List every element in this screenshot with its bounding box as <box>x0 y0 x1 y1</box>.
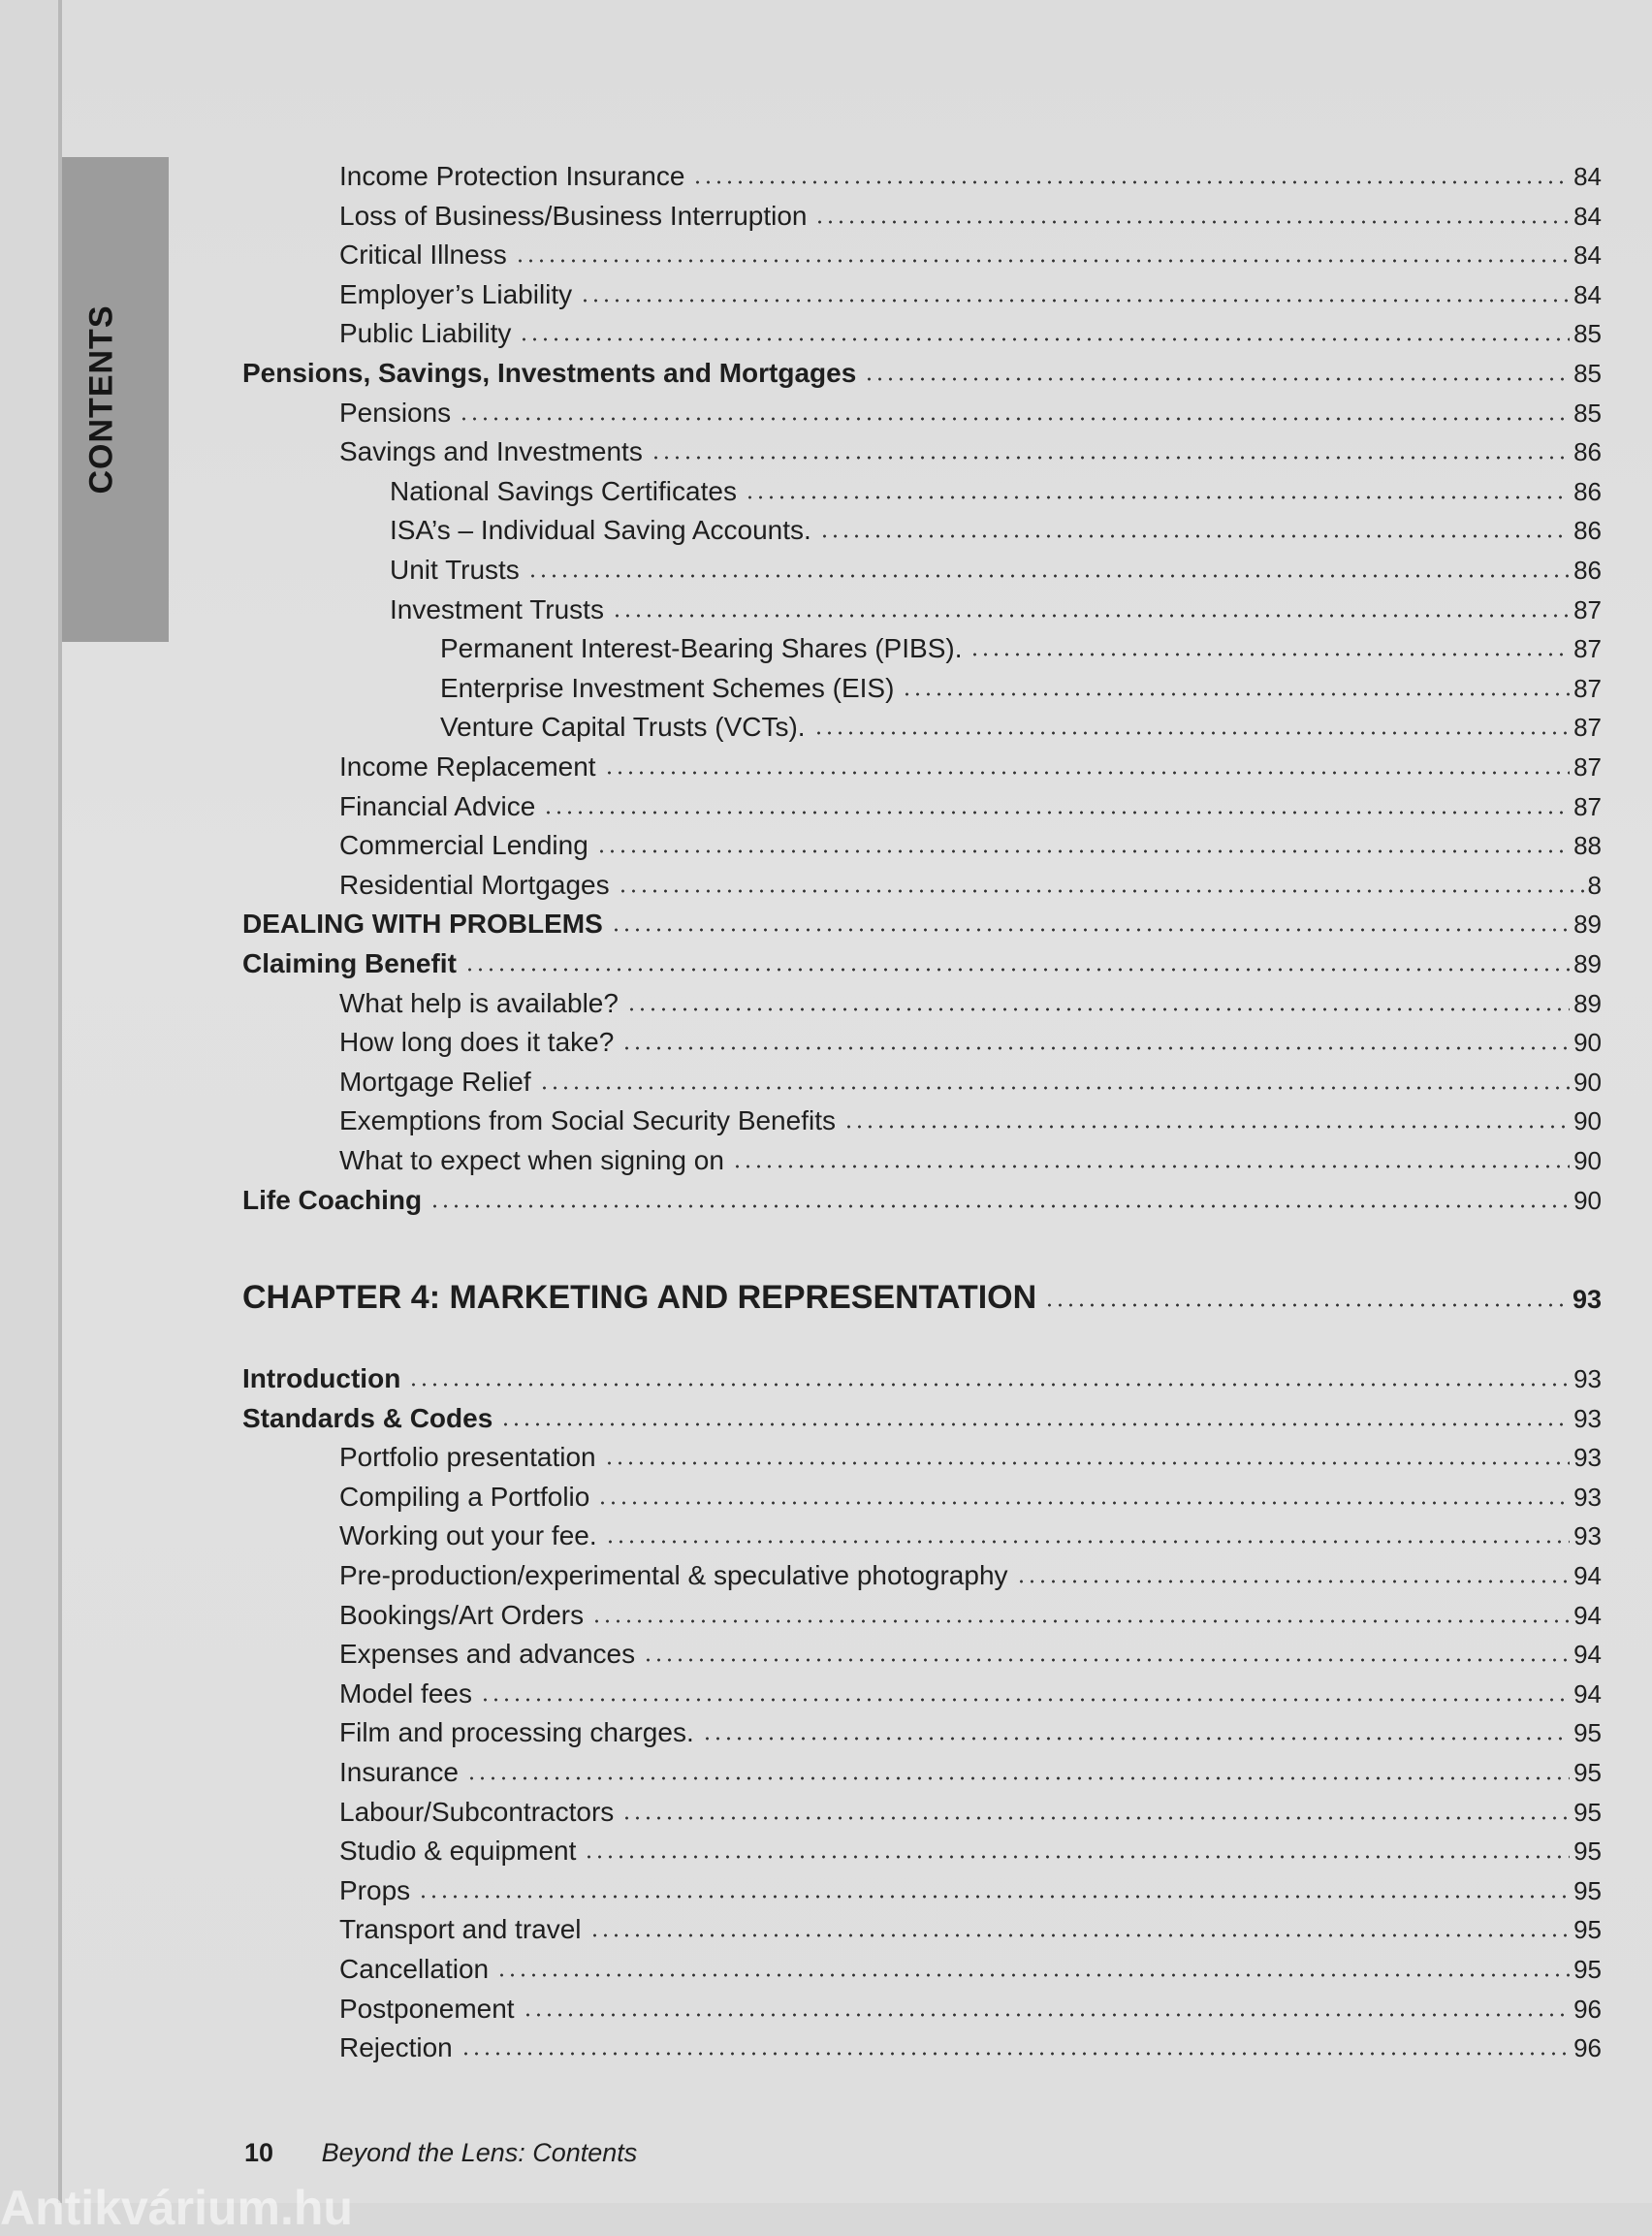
toc-entry <box>390 511 1602 550</box>
dot-leader <box>461 2033 1570 2057</box>
toc-entry-title: Postponement <box>339 1993 515 2024</box>
toc-entry <box>339 157 1602 196</box>
toc-entry-title: Savings and Investments <box>339 436 643 467</box>
dot-leader <box>969 634 1570 657</box>
toc-entry <box>339 787 1602 826</box>
toc-entry-page: 89 <box>1573 910 1602 940</box>
toc-entry <box>390 551 1602 590</box>
toc-entry-page: 94 <box>1573 1561 1602 1590</box>
toc-entry-title: Employer’s Liability <box>339 278 573 309</box>
toc-entry-title: Claiming Benefit <box>242 948 457 978</box>
toc-entry-page: 96 <box>1573 2033 1602 2063</box>
watermark: Antikvárium.hu <box>0 2181 353 2235</box>
dot-leader <box>702 1718 1570 1741</box>
toc-entry-page: 96 <box>1573 1994 1602 2024</box>
toc-entry <box>339 1023 1602 1062</box>
dot-leader <box>626 989 1570 1012</box>
toc-entry-page: 95 <box>1573 1758 1602 1787</box>
page-footer <box>244 2138 637 2168</box>
dot-leader <box>612 595 1570 619</box>
toc-entry <box>242 1359 1602 1398</box>
toc-entry-title: Financial Advice <box>339 790 536 821</box>
toc-entry <box>339 1990 1602 2028</box>
toc-entry-title: Working out your fee. <box>339 1520 597 1551</box>
toc-entry <box>390 472 1602 511</box>
toc-entry-page: 87 <box>1573 752 1602 782</box>
toc-entry-page: 95 <box>1573 1837 1602 1867</box>
dot-leader <box>500 1404 1570 1427</box>
toc-entry <box>339 1102 1602 1140</box>
toc-entry <box>339 275 1602 314</box>
toc-entry-page: 89 <box>1573 988 1602 1018</box>
toc-entry-page: 87 <box>1573 634 1602 664</box>
toc-entry-page: 93 <box>1573 1443 1602 1473</box>
toc-entry-title: Bookings/Art Orders <box>339 1599 585 1630</box>
toc-entry-page: 93 <box>1572 1285 1602 1314</box>
dot-leader <box>618 871 1584 894</box>
dot-leader <box>1044 1285 1569 1308</box>
toc-entry <box>339 1478 1602 1517</box>
toc-entry <box>339 1517 1602 1555</box>
toc-entry-page: 95 <box>1573 1718 1602 1748</box>
toc-entry-title: National Savings Certificates <box>390 475 737 506</box>
toc-entry <box>339 432 1602 471</box>
toc-entry-page: 95 <box>1573 1915 1602 1945</box>
toc-entry-title: Residential Mortgages <box>339 869 610 900</box>
dot-leader <box>651 437 1570 461</box>
toc-entry-page: 94 <box>1573 1640 1602 1670</box>
toc-entry <box>339 1713 1602 1752</box>
toc-entry-title: How long does it take? <box>339 1027 615 1058</box>
toc-entry-page: 94 <box>1573 1600 1602 1630</box>
dot-leader <box>523 1995 1571 2018</box>
toc-entry-title: Critical Illness <box>339 240 507 271</box>
toc-entry <box>339 748 1602 786</box>
toc-entry-title: Enterprise Investment Schemes (EIS) <box>440 672 895 703</box>
dot-leader <box>1016 1561 1571 1584</box>
toc-entry-title: Income Protection Insurance <box>339 161 685 191</box>
dot-leader <box>813 713 1571 736</box>
toc-entry <box>339 1871 1602 1910</box>
toc-entry-page: 85 <box>1573 398 1602 428</box>
toc-entry-page: 86 <box>1573 556 1602 585</box>
dot-leader <box>692 162 1570 185</box>
dot-leader <box>429 1186 1570 1209</box>
dot-leader <box>621 1028 1570 1051</box>
dot-leader <box>539 1068 1570 1091</box>
contents-tab-label: CONTENTS <box>82 304 120 495</box>
dot-leader <box>864 359 1570 382</box>
dot-leader <box>466 1758 1570 1781</box>
dot-leader <box>745 477 1570 500</box>
toc-entry-title: DEALING WITH PROBLEMS <box>242 909 603 940</box>
toc-entry-title: Public Liability <box>339 318 512 349</box>
toc-entry-title: Labour/Subcontractors <box>339 1796 615 1827</box>
dot-leader <box>843 1106 1570 1130</box>
toc-entry <box>339 1910 1602 1949</box>
toc-entry-title: What to expect when signing on <box>339 1145 724 1175</box>
toc-entry <box>242 354 1602 393</box>
dot-leader <box>543 792 1570 815</box>
toc-entry-page: 94 <box>1573 1678 1602 1709</box>
dot-leader <box>604 1443 1570 1466</box>
toc-entry <box>339 2028 1602 2067</box>
dot-leader <box>814 202 1570 225</box>
toc-entry-page: 87 <box>1573 791 1602 821</box>
dot-leader <box>611 910 1570 933</box>
toc-entry-title: Expenses and advances <box>339 1639 636 1670</box>
toc-entry-title: Commercial Lending <box>339 830 588 861</box>
toc-entry <box>242 944 1602 983</box>
toc-entry-title: Investment Trusts <box>390 593 604 624</box>
dot-leader <box>527 556 1570 579</box>
toc-entry-title: Life Coaching <box>242 1184 423 1215</box>
dot-leader <box>621 1798 1570 1821</box>
toc-entry-page: 87 <box>1573 673 1602 703</box>
toc-entry-page: 84 <box>1573 162 1602 191</box>
toc-entry-page: 85 <box>1573 319 1602 349</box>
toc-entry <box>339 1675 1602 1713</box>
dot-leader <box>459 399 1570 422</box>
dot-leader <box>902 674 1570 697</box>
toc-entry <box>339 236 1602 274</box>
dot-leader <box>643 1640 1570 1663</box>
toc-entry <box>242 1399 1602 1438</box>
toc-entry-title: CHAPTER 4: MARKETING AND REPRESENTATION <box>242 1279 1037 1316</box>
toc-entry <box>339 1556 1602 1595</box>
toc-entry-page: 93 <box>1573 1521 1602 1551</box>
toc-entry-page: 88 <box>1573 831 1602 861</box>
dot-leader <box>408 1364 1570 1388</box>
toc-entry-title: ISA’s – Individual Saving Accounts. <box>390 515 811 546</box>
toc-entry-page: 90 <box>1573 1067 1602 1097</box>
toc-entry <box>339 1753 1602 1792</box>
toc-entry-title: Model fees <box>339 1677 472 1709</box>
toc-entry-page: 86 <box>1573 476 1602 506</box>
toc-entry <box>339 1793 1602 1832</box>
toc-entry <box>440 708 1602 747</box>
toc-entry-page: 87 <box>1573 594 1602 624</box>
toc-entry-page: 95 <box>1573 1875 1602 1905</box>
toc-entry <box>440 669 1602 708</box>
dot-leader <box>596 831 1570 854</box>
toc-entry-page: 87 <box>1573 713 1602 743</box>
toc-entry-page: 93 <box>1573 1364 1602 1393</box>
toc-entry <box>339 314 1602 353</box>
toc-entry <box>339 1141 1602 1180</box>
toc-entry-page: 93 <box>1573 1403 1602 1433</box>
toc-entry <box>339 1950 1602 1989</box>
footer-page-number: 10 <box>244 2138 274 2167</box>
toc-entry-title: Introduction <box>242 1363 401 1393</box>
toc-entry <box>390 591 1602 629</box>
toc-entry-title: Loss of Business/Business Interruption <box>339 200 808 231</box>
toc-entry-page: 85 <box>1573 359 1602 388</box>
toc-entry-title: Studio & equipment <box>339 1836 577 1867</box>
dot-leader <box>464 949 1570 973</box>
toc-entry-page: 8 <box>1587 870 1602 900</box>
toc-entry <box>339 1063 1602 1102</box>
toc-entry <box>339 866 1602 905</box>
toc-entry-page: 84 <box>1573 279 1602 309</box>
toc-entry-title: Portfolio presentation <box>339 1442 596 1473</box>
dot-leader <box>496 1955 1570 1978</box>
toc-entry-title: Income Replacement <box>339 751 596 782</box>
dot-leader <box>591 1601 1570 1624</box>
toc-entry-title: Venture Capital Trusts (VCTs). <box>440 712 806 743</box>
dot-leader <box>418 1876 1570 1900</box>
toc-entry-title: Compiling a Portfolio <box>339 1481 590 1512</box>
toc-entry <box>339 394 1602 432</box>
toc-entry-title: Standards & Codes <box>242 1402 493 1433</box>
toc-entry-page: 90 <box>1573 1028 1602 1058</box>
toc-entry <box>440 629 1602 668</box>
toc-entry-page: 84 <box>1573 240 1602 271</box>
dot-leader <box>580 280 1570 303</box>
toc-entry-page: 93 <box>1573 1482 1602 1512</box>
dot-leader <box>589 1915 1571 1938</box>
toc-entry-title: What help is available? <box>339 987 619 1018</box>
dot-leader <box>732 1146 1570 1169</box>
toc-entry <box>339 1635 1602 1674</box>
toc-entry-page: 89 <box>1573 949 1602 978</box>
toc-entry-page: 95 <box>1573 1955 1602 1984</box>
toc-entry-page: 90 <box>1573 1106 1602 1136</box>
toc-entry-page: 84 <box>1573 201 1602 231</box>
toc-entry <box>242 905 1602 943</box>
footer-book-title: Beyond the Lens: Contents <box>321 2138 638 2167</box>
toc-entry-title: Pre-production/experimental & speculative photography <box>339 1560 1008 1590</box>
toc-entry <box>339 1438 1602 1477</box>
dot-leader <box>584 1837 1570 1860</box>
dot-leader <box>519 319 1570 342</box>
dot-leader <box>604 752 1571 776</box>
toc-entry <box>339 1832 1602 1870</box>
toc-entry <box>242 1181 1602 1220</box>
toc-entry-title: Insurance <box>339 1757 459 1787</box>
toc-entry <box>339 826 1602 865</box>
toc-entry-title: Transport and travel <box>339 1914 582 1945</box>
dot-leader <box>819 516 1570 539</box>
dot-leader <box>605 1521 1570 1545</box>
toc-entry-title: Pensions <box>339 397 452 428</box>
toc-entry-title: Mortgage Relief <box>339 1066 531 1097</box>
dot-leader <box>515 240 1570 264</box>
toc-entry-page: 90 <box>1573 1185 1602 1215</box>
toc-entry <box>339 197 1602 236</box>
toc-entry <box>339 1596 1602 1635</box>
chapter-heading <box>242 1273 1602 1322</box>
toc-entry-title: Cancellation <box>339 1954 490 1984</box>
toc-entry-page: 95 <box>1573 1797 1602 1827</box>
toc-entry-title: Unit Trusts <box>390 555 520 585</box>
toc-entry-title: Pensions, Savings, Investments and Mortgages <box>242 358 857 388</box>
toc-entry-title: Exemptions from Social Security Benefits <box>339 1105 836 1136</box>
toc-entry-page: 90 <box>1573 1146 1602 1175</box>
toc-entry-page: 86 <box>1573 516 1602 546</box>
toc-entry-page: 86 <box>1573 437 1602 467</box>
toc-entry-title: Film and processing charges. <box>339 1717 694 1748</box>
toc-entry-title: Rejection <box>339 2032 453 2063</box>
dot-leader <box>597 1483 1570 1506</box>
toc-entry-title: Props <box>339 1874 411 1905</box>
dot-leader <box>480 1679 1570 1703</box>
toc-entry <box>339 984 1602 1023</box>
toc-entry-title: Permanent Interest-Bearing Shares (PIBS). <box>440 633 963 664</box>
